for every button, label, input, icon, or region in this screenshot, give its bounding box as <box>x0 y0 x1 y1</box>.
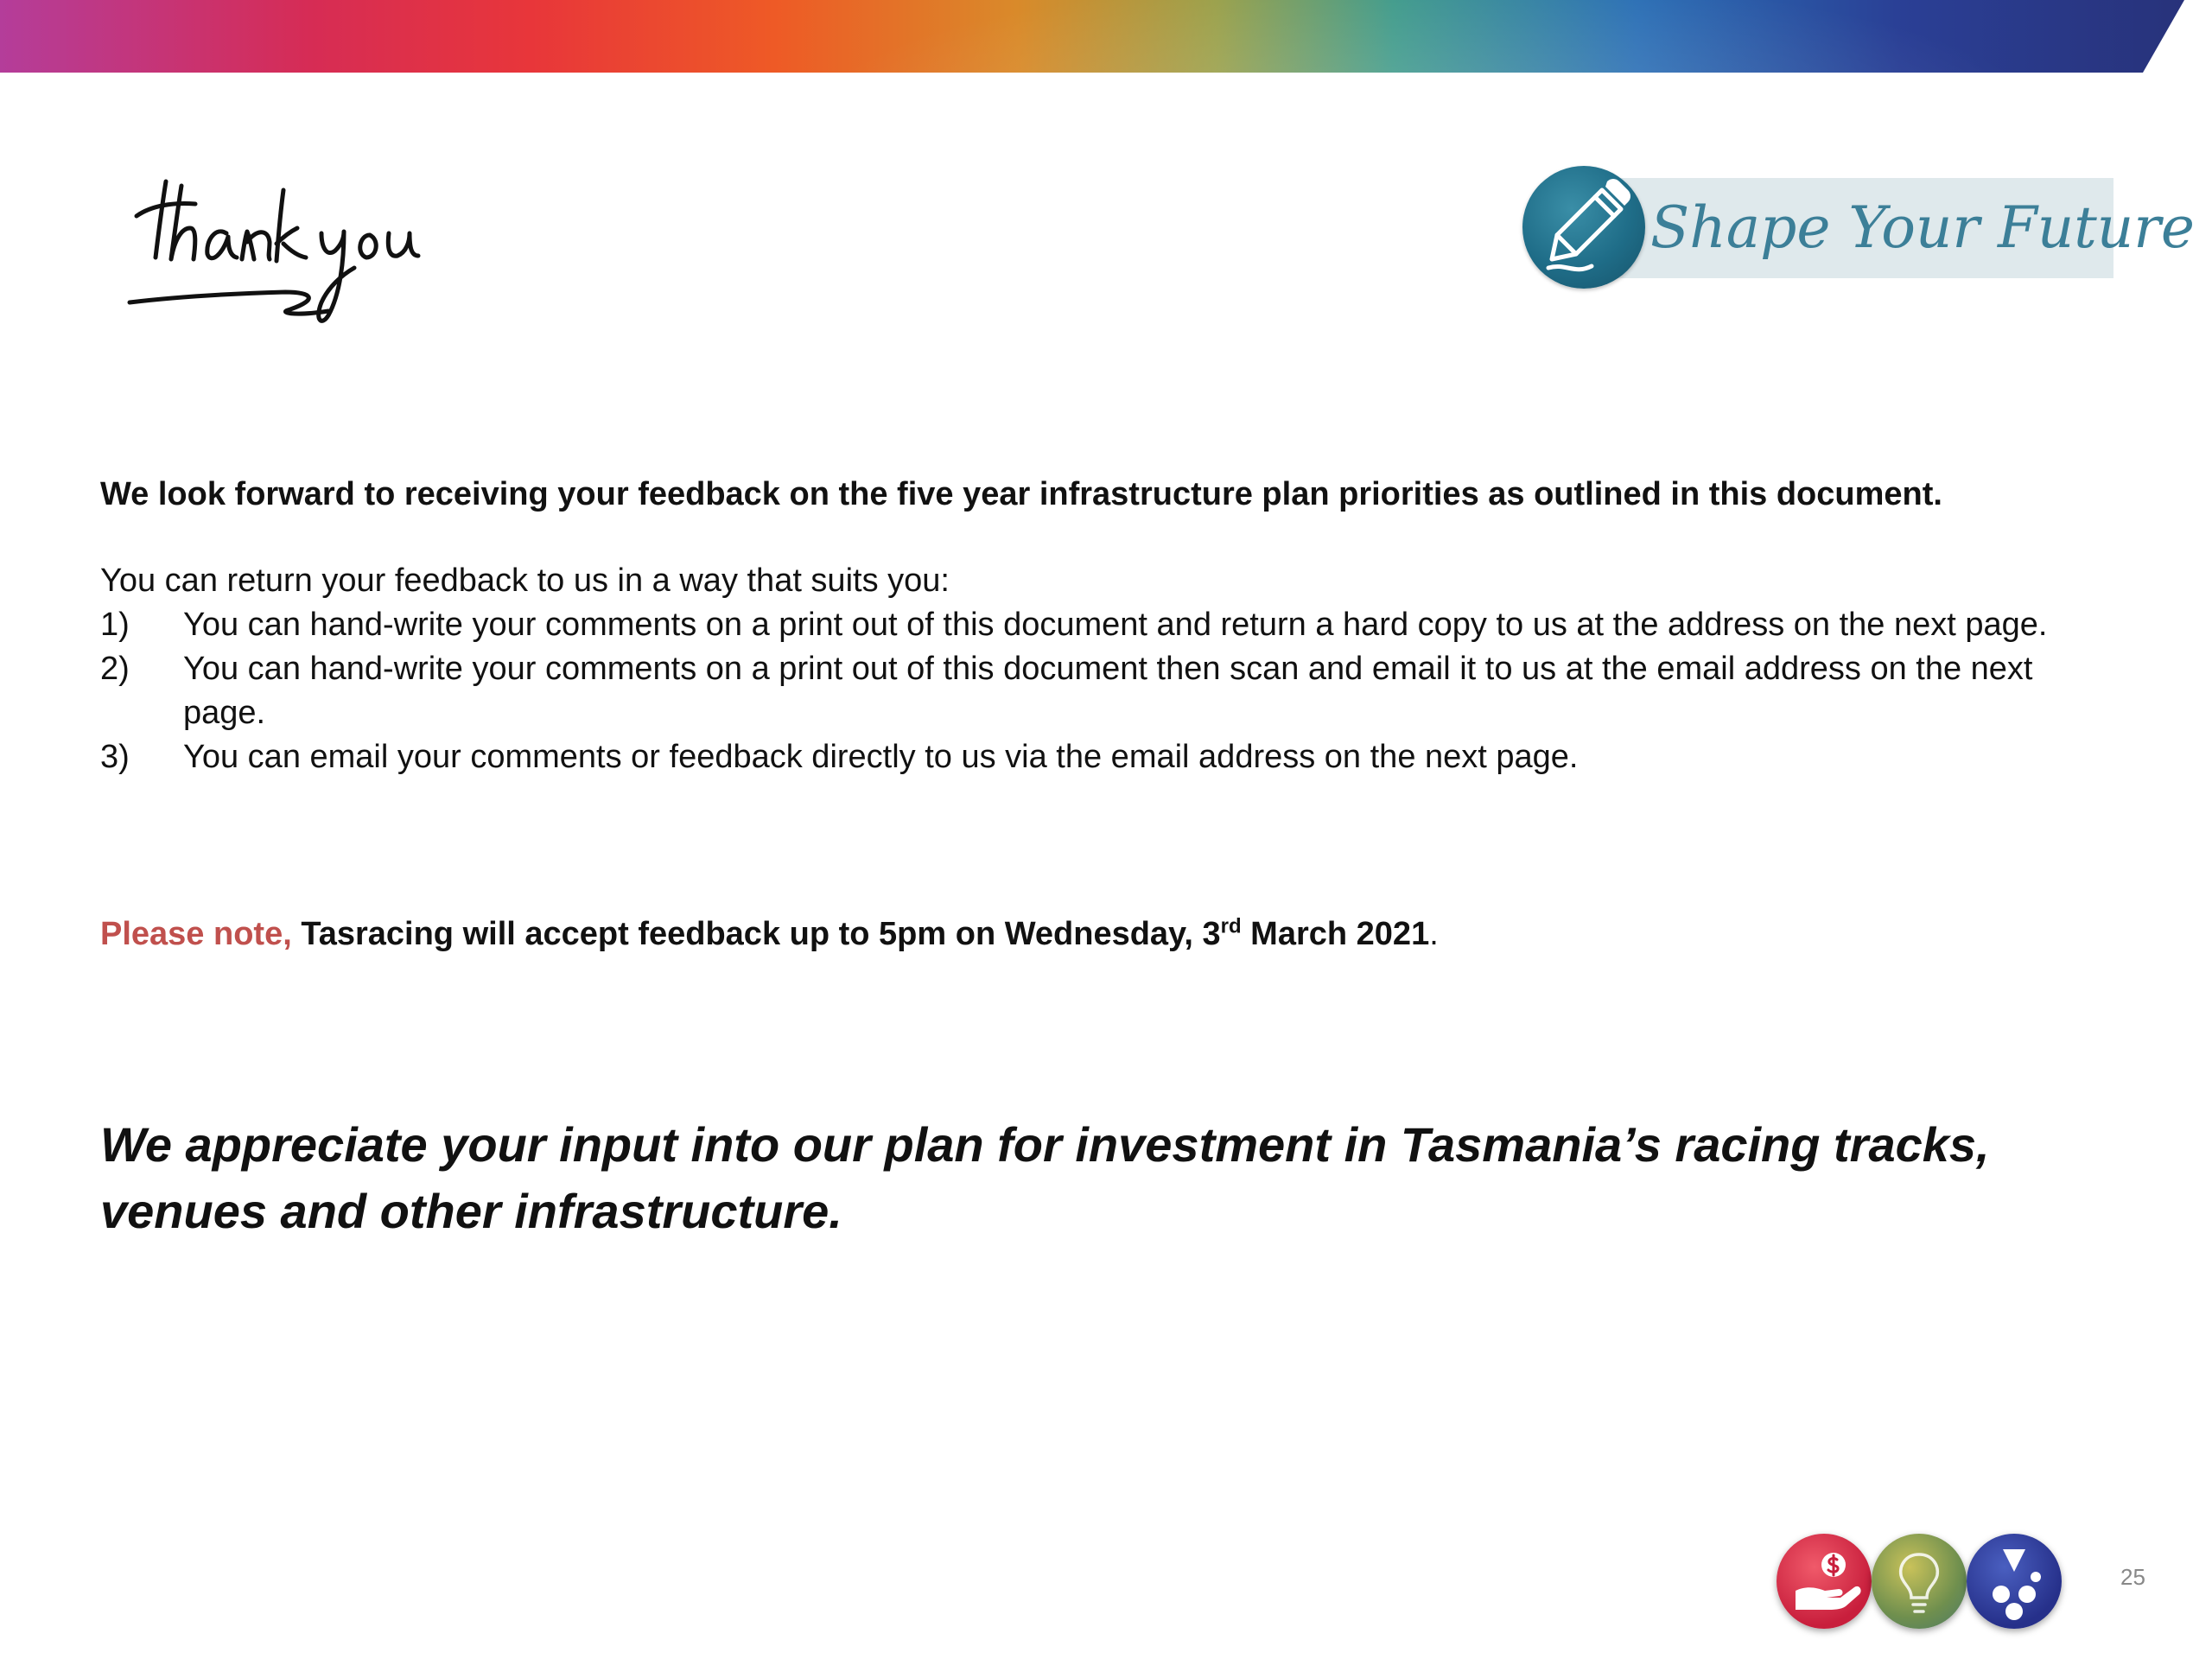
hand-dollar-pillar <box>1777 1534 1872 1629</box>
lightbulb-icon <box>1872 1534 1967 1629</box>
thank-you-signature <box>121 164 493 337</box>
logo-circle <box>1522 166 1645 289</box>
step-number: 3) <box>100 739 130 775</box>
feedback-intro: We look forward to receiving your feedback on the five year infrastructure plan priorities as outlined in this document. <box>100 476 1942 512</box>
deadline-note <box>100 911 1439 957</box>
step-text: You can hand-write your comments on a print out of this document then scan and email it to us at the email address on the next page. <box>183 651 2033 731</box>
feedback-step <box>100 603 2122 647</box>
hand-dollar-icon <box>1777 1534 1872 1629</box>
lightbulb-pillar <box>1872 1534 1967 1629</box>
header-swoosh <box>691 0 2160 73</box>
logo-tagline: Shape Your Future <box>1650 194 2195 261</box>
step-number: 1) <box>100 607 130 643</box>
step-number: 2) <box>100 651 130 687</box>
note-end: . <box>1429 916 1439 952</box>
feedback-step <box>100 647 2122 735</box>
note-text-before: Tasracing will accept feedback up to 5pm on Wednesday, 3 <box>291 916 1221 952</box>
pillar-icons <box>1777 1529 2062 1633</box>
main-content <box>100 471 2122 779</box>
pencil-icon <box>1522 166 1645 289</box>
feedback-step <box>100 735 2122 779</box>
note-superscript: rd <box>1220 914 1242 938</box>
page-number: 25 <box>2120 1564 2145 1590</box>
venue-dots-pillar <box>1967 1534 2062 1629</box>
closing-statement: We appreciate your input into our plan for investment in Tasmania’s racing tracks, venues and other infrastructure. <box>100 1117 1990 1238</box>
note-label: Please note, <box>100 916 292 952</box>
note-text-after: March 2021 <box>1241 916 1430 952</box>
thank-you-handwriting <box>121 164 493 337</box>
venue-dots-icon <box>1967 1534 2062 1629</box>
step-text: You can email your comments or feedback directly to us via the email address on the next page. <box>183 739 1579 775</box>
header-gradient-band <box>0 0 2212 73</box>
return-feedback-lead: You can return your feedback to us in a way that suits you: <box>100 563 950 599</box>
feedback-steps-list <box>100 603 2122 779</box>
shape-your-future-logo <box>1522 166 2195 291</box>
step-text: You can hand-write your comments on a print out of this document and return a hard copy to us at the address on the next page. <box>183 607 2048 643</box>
